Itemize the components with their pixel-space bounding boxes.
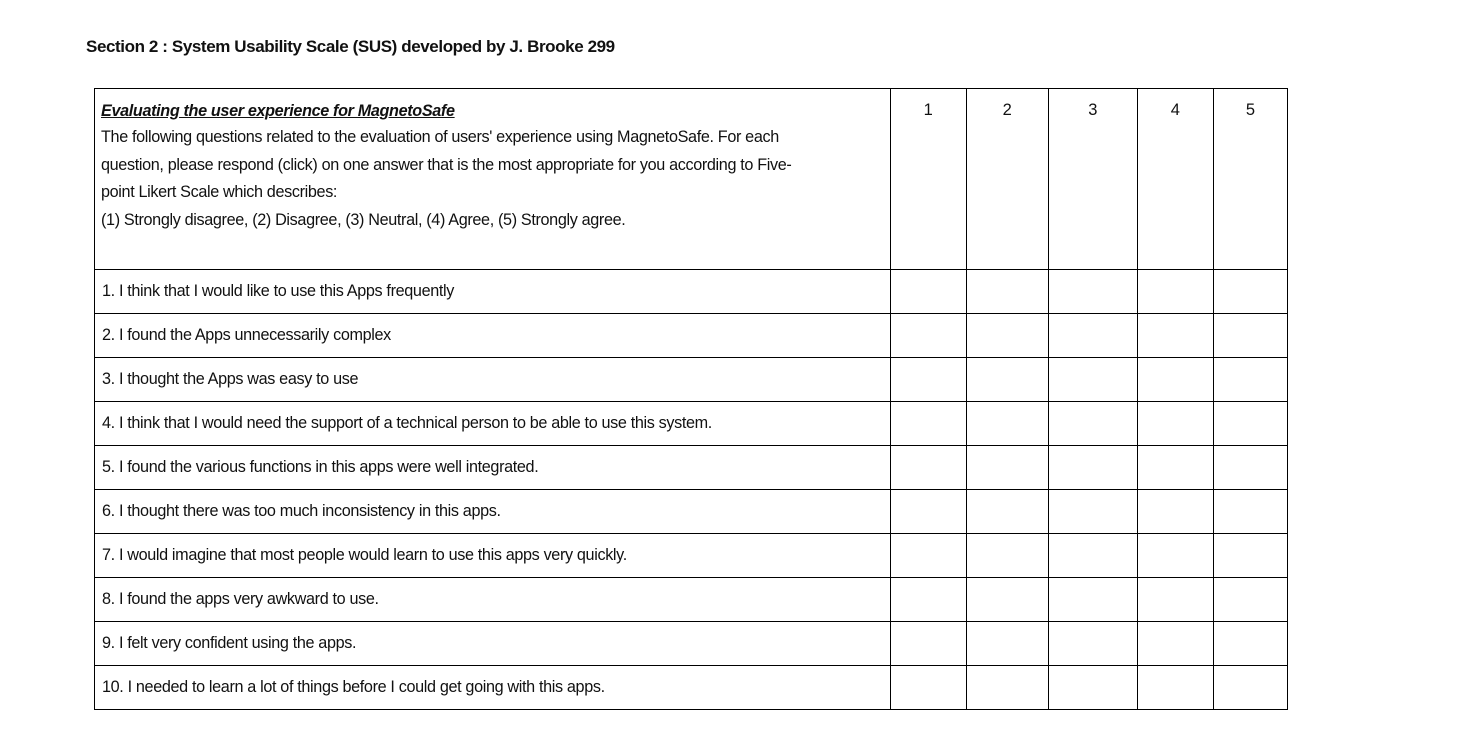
answer-cell-option-2[interactable] <box>966 490 1048 534</box>
scale-header-3: 3 <box>1048 89 1137 270</box>
section-title: Section 2 : System Usability Scale (SUS) developed by J. Brooke 299 <box>86 37 615 56</box>
answer-cell-option-5[interactable] <box>1213 622 1287 666</box>
answer-cell-option-1[interactable] <box>890 314 966 358</box>
answer-cell-option-5[interactable] <box>1213 358 1287 402</box>
answer-cell-option-2[interactable] <box>966 578 1048 622</box>
instructions-line: point Likert Scale which describes: <box>101 183 338 201</box>
answer-cell-option-1[interactable] <box>890 358 966 402</box>
answer-cell-option-4[interactable] <box>1137 578 1213 622</box>
answer-cell-option-2[interactable] <box>966 358 1048 402</box>
question-text: 9. I felt very confident using the apps. <box>95 622 891 666</box>
answer-cell-option-2[interactable] <box>966 402 1048 446</box>
scale-header-2: 2 <box>966 89 1048 270</box>
question-text: 7. I would imagine that most people would learn to use this apps very quickly. <box>95 534 891 578</box>
question-text: 8. I found the apps very awkward to use. <box>95 578 891 622</box>
answer-cell-option-3[interactable] <box>1048 578 1137 622</box>
answer-cell-option-2[interactable] <box>966 666 1048 710</box>
table-header-row <box>95 89 1288 270</box>
instructions-line: (1) Strongly disagree, (2) Disagree, (3) Neutral, (4) Agree, (5) Strongly agree. <box>101 210 626 229</box>
question-text: 1. I think that I would like to use this Apps frequently <box>95 270 891 314</box>
sus-questionnaire-table <box>94 88 1288 710</box>
answer-cell-option-2[interactable] <box>966 270 1048 314</box>
answer-cell-option-3[interactable] <box>1048 446 1137 490</box>
table-row <box>95 578 1288 622</box>
scale-header-4: 4 <box>1137 89 1213 270</box>
question-text: 3. I thought the Apps was easy to use <box>95 358 891 402</box>
answer-cell-option-5[interactable] <box>1213 490 1287 534</box>
instructions-heading: Evaluating the user experience for MagnetoSafe <box>101 102 455 120</box>
answer-cell-option-1[interactable] <box>890 490 966 534</box>
answer-cell-option-4[interactable] <box>1137 666 1213 710</box>
answer-cell-option-1[interactable] <box>890 402 966 446</box>
instructions-line: The following questions related to the evaluation of users' experience using MagnetoSafe. For each <box>101 128 779 146</box>
answer-cell-option-4[interactable] <box>1137 622 1213 666</box>
table-row <box>95 358 1288 402</box>
scale-header-5: 5 <box>1213 89 1287 270</box>
answer-cell-option-2[interactable] <box>966 622 1048 666</box>
table-row <box>95 402 1288 446</box>
answer-cell-option-1[interactable] <box>890 270 966 314</box>
question-text: 5. I found the various functions in this apps were well integrated. <box>95 446 891 490</box>
answer-cell-option-5[interactable] <box>1213 314 1287 358</box>
answer-cell-option-3[interactable] <box>1048 402 1137 446</box>
table-row <box>95 270 1288 314</box>
instructions-cell <box>95 89 891 270</box>
answer-cell-option-3[interactable] <box>1048 534 1137 578</box>
answer-cell-option-3[interactable] <box>1048 666 1137 710</box>
answer-cell-option-5[interactable] <box>1213 666 1287 710</box>
answer-cell-option-3[interactable] <box>1048 314 1137 358</box>
table-row <box>95 314 1288 358</box>
answer-cell-option-5[interactable] <box>1213 446 1287 490</box>
table-row <box>95 446 1288 490</box>
answer-cell-option-5[interactable] <box>1213 578 1287 622</box>
answer-cell-option-1[interactable] <box>890 578 966 622</box>
answer-cell-option-3[interactable] <box>1048 622 1137 666</box>
answer-cell-option-2[interactable] <box>966 534 1048 578</box>
answer-cell-option-4[interactable] <box>1137 446 1213 490</box>
table-row <box>95 534 1288 578</box>
answer-cell-option-5[interactable] <box>1213 534 1287 578</box>
question-text: 6. I thought there was too much inconsistency in this apps. <box>95 490 891 534</box>
question-text: 10. I needed to learn a lot of things before I could get going with this apps. <box>95 666 891 710</box>
answer-cell-option-3[interactable] <box>1048 490 1137 534</box>
question-text: 4. I think that I would need the support of a technical person to be able to use this system. <box>95 402 891 446</box>
answer-cell-option-4[interactable] <box>1137 534 1213 578</box>
answer-cell-option-3[interactable] <box>1048 270 1137 314</box>
answer-cell-option-1[interactable] <box>890 534 966 578</box>
table-row <box>95 666 1288 710</box>
answer-cell-option-3[interactable] <box>1048 358 1137 402</box>
table-row <box>95 490 1288 534</box>
question-text: 2. I found the Apps unnecessarily complex <box>95 314 891 358</box>
table-row <box>95 622 1288 666</box>
answer-cell-option-5[interactable] <box>1213 270 1287 314</box>
answer-cell-option-5[interactable] <box>1213 402 1287 446</box>
answer-cell-option-4[interactable] <box>1137 402 1213 446</box>
answer-cell-option-4[interactable] <box>1137 490 1213 534</box>
answer-cell-option-2[interactable] <box>966 314 1048 358</box>
answer-cell-option-4[interactable] <box>1137 270 1213 314</box>
answer-cell-option-1[interactable] <box>890 666 966 710</box>
answer-cell-option-1[interactable] <box>890 622 966 666</box>
answer-cell-option-1[interactable] <box>890 446 966 490</box>
answer-cell-option-4[interactable] <box>1137 314 1213 358</box>
answer-cell-option-2[interactable] <box>966 446 1048 490</box>
answer-cell-option-4[interactable] <box>1137 358 1213 402</box>
instructions-line: question, please respond (click) on one answer that is the most appropriate for you according to Five- <box>101 155 792 174</box>
scale-header-1: 1 <box>890 89 966 270</box>
